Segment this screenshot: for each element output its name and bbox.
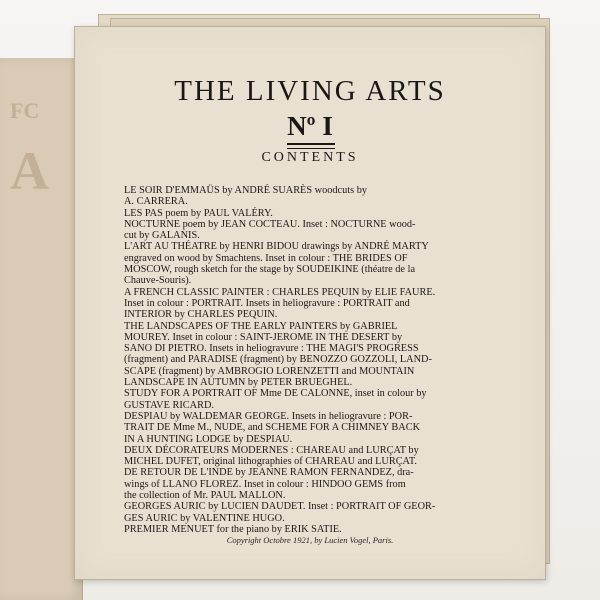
toc-line: INTERIOR by CHARLES PEQUIN. <box>124 309 278 321</box>
contents-heading: CONTENTS <box>261 150 359 165</box>
toc-entry <box>124 411 504 445</box>
left-page <box>0 58 83 600</box>
toc-line: MICHEL DUFET, original lithographies of CHAREAU and LURÇAT. <box>124 456 417 468</box>
toc-line: cut by GALANIS. <box>124 230 200 242</box>
toc-entry <box>124 445 504 468</box>
toc-line: IN A HUNTING LODGE by DESPIAU. <box>124 433 293 445</box>
toc-line: NOCTURNE poem by JEAN COCTEAU. Inset : NOCTURNE wood- <box>124 218 416 230</box>
toc-entry <box>124 501 504 524</box>
table-of-contents <box>124 185 504 535</box>
toc-line: DE RETOUR DE L'INDE by JEANNE RAMON FERNANDEZ, dra- <box>124 467 414 479</box>
toc-entry <box>124 185 504 208</box>
page-title: THE LIVING ARTS <box>174 75 446 107</box>
toc-line: (fragment) and PARADISE (fragment) by BENOZZO GOZZOLI, LAND- <box>124 354 432 366</box>
toc-line: MOSCOW, rough sketch for the stage by SOUDEIKINE (théatre de la <box>124 264 416 276</box>
toc-entry <box>124 388 504 411</box>
toc-line: STUDY FOR A PORTRAIT OF Mme DE CALONNE, inset in colour by <box>124 388 427 400</box>
toc-line: DESPIAU by WALDEMAR GEORGE. Insets in heliogravure : POR- <box>124 410 413 422</box>
issue-number: Nº I <box>287 111 333 141</box>
toc-line: GES AURIC by VALENTINE HUGO. <box>124 512 285 524</box>
toc-line: LANDSCAPE IN AUTUMN by PETER BRUEGHEL. <box>124 377 353 389</box>
toc-line: A. CARRERA. <box>124 196 188 208</box>
toc-line: engraved on wood by Smachtens. Inset in colour : THE BRIDES OF <box>124 252 408 264</box>
toc-line: LES PAS poem by PAUL VALÉRY. <box>124 207 273 219</box>
toc-line: GUSTAVE RICARD. <box>124 399 214 411</box>
toc-line: Inset in colour : PORTRAIT. Insets in heliogravure : PORTRAIT and <box>124 297 410 309</box>
contents-page <box>74 26 546 580</box>
toc-line: SCAPE (fragment) by AMBROGIO LORENZETTI and MOUNTAIN <box>124 365 415 377</box>
toc-entry <box>124 467 504 501</box>
toc-line: Chauve-Souris). <box>124 275 192 287</box>
copyright-line: Copyright Octobre 1921, by Lucien Vogel, Paris. <box>226 535 394 545</box>
toc-entry <box>124 524 504 535</box>
toc-entry <box>124 287 504 321</box>
toc-line: DEUX DÉCORATEURS MODERNES : CHAREAU and LURÇAT by <box>124 444 419 456</box>
toc-line: MOUREY. Inset in colour : SAINT-JEROME IN THE DESERT by <box>124 331 403 343</box>
toc-line: GEORGES AURIC by LUCIEN DAUDET. Inset : PORTRAIT OF GEOR- <box>124 501 436 513</box>
toc-line: TRAIT DE Mme M., NUDE, and SCHEME FOR A CHIMNEY BACK <box>124 422 421 434</box>
toc-entry <box>124 241 504 286</box>
toc-entry <box>124 321 504 389</box>
issue-number-underline <box>287 143 335 149</box>
toc-line: SANO DI PIETRO. Insets in heliogravure : THE MAGI'S PROGRESS <box>124 343 419 355</box>
toc-line: A FRENCH CLASSIC PAINTER : CHARLES PEQUIN by ELIE FAURE. <box>124 286 436 298</box>
toc-line: wings of LLANO FLOREZ. Inset in colour : HINDOO GEMS from <box>124 478 406 490</box>
toc-line: the collection of Mr. PAUL MALLON. <box>124 490 286 502</box>
toc-line: THE LANDSCAPES OF THE EARLY PAINTERS by GABRIEL <box>124 320 398 332</box>
left-page-ghost-text: FC <box>10 98 40 123</box>
toc-entry <box>124 208 504 219</box>
toc-line: LE SOIR D'EMMAÜS by ANDRÉ SUARÈS woodcuts by <box>124 185 367 196</box>
left-page-ghost-text: A <box>10 141 49 201</box>
toc-line: L'ART AU THÉATRE by HENRI BIDOU drawings by ANDRÉ MARTY <box>124 241 429 253</box>
toc-line: PREMIER MENUET for the piano by ERIK SATIE. <box>124 523 342 535</box>
toc-entry <box>124 219 504 242</box>
